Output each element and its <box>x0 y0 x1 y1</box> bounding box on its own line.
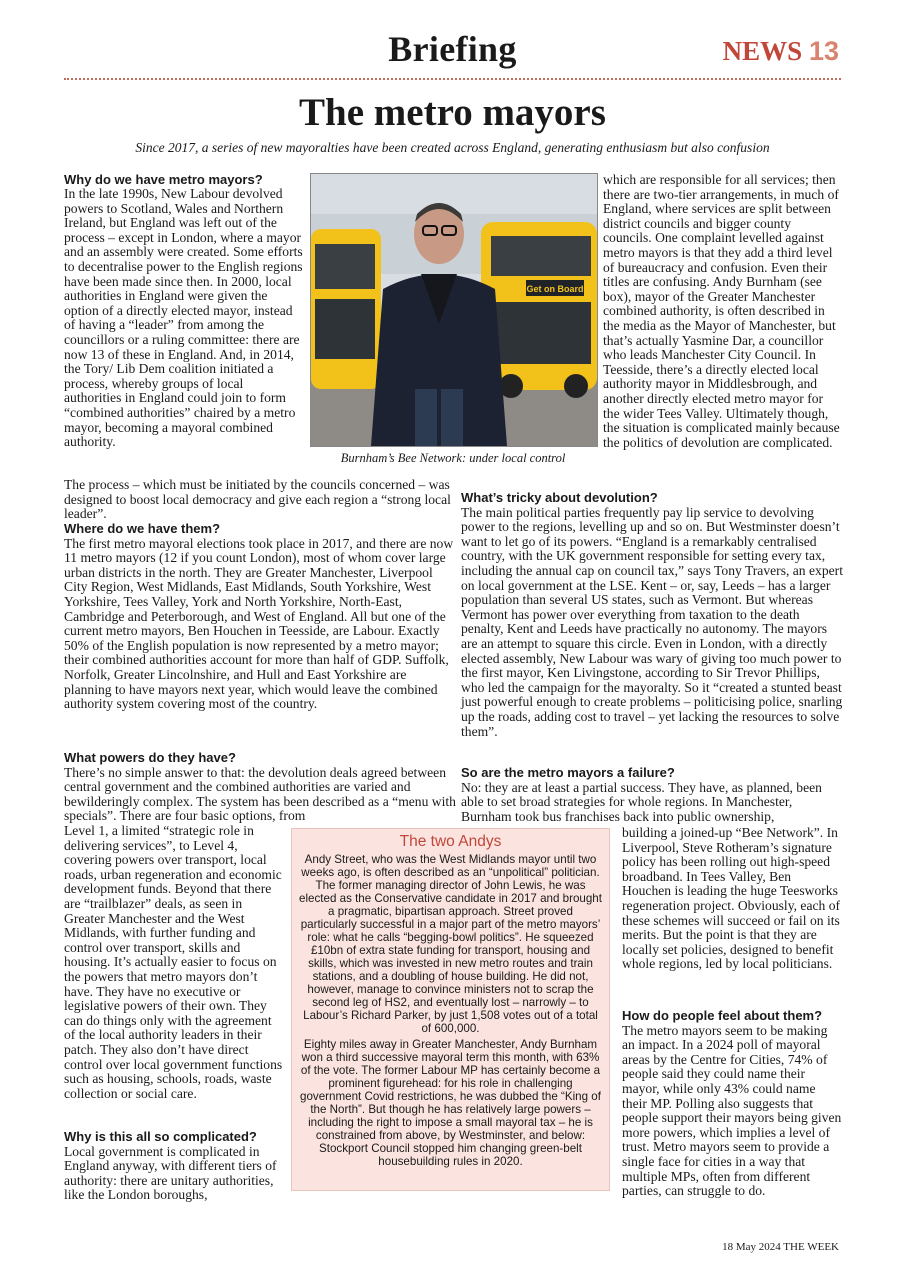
box-paragraph-2: Eighty miles away in Greater Manchester, Andy Burnham won a third successive mayoral term this month, with 63% of the vote. The former Labour MP has certainly become a prominent figurehead: for his role in challenging government Covid restrictions, he was dubbed the “King of the North”. But though he has relatively large powers – including the right to impose a small mayoral tax – he is constrained from above, by Westminster, and below: Stockport Council stopped him changing green-belt housebuilding rules in 2020. <box>300 1038 601 1168</box>
tricky-body: The main political parties frequently pay lip service to devolving power to the regions, levelling up and so on. But Westminster doesn’t want to let go of its powers. “England is a remarkably centralised country, with the UK government responsible for setting every tax, including the annual cap on council tax,” says Tony Travers, an expert on local government at the LSE. Kent – or, say, Leeds – has a larger population than several US states, such as Vermont. But whereas Vermont has power over everything from taxation to the death penalty, Kent and Leeds have practically no autonomy. The mayors are an attempt to square this circle. Even in London, with a directly elected assembly, New Labour was wary of giving too much power to the first mayor, Ken Livingstone, according to Sir Trevor Phillips, who led the campaign for the mayoralty. So it “created a stunted beast just powerful enough to create problems – politicising police, snarling up the roads, adding cost to travel – yet lacking the resources to solve them”. <box>461 504 843 739</box>
bus-sign: Get on Board <box>526 284 584 294</box>
section-complicated <box>64 1130 284 1203</box>
complicated-continued: which are responsible for all services; then there are two-tier arrangements, in much of England, where services are split between district councils and bigger county councils. One complaint levelled against metro mayors is that they add a third level of bureaucracy and confusion. Even their titles are confusing. Andy Burnham (see box), mayor of the Greater Manchester combined authority, is often described in the media as the Mayor of Manchester, but that’s actually Yasmine Dar, a councillor who leads Manchester City Council. In Teesside, there’s a directly elected local authority mayor in Middlesbrough, and another directly elected metro mayor for the wider Tees Valley. Ultimately though, the situation is complicated mainly because the politics of devolution are complicated. <box>603 172 840 450</box>
heading-feel: How do people feel about them? <box>622 1008 823 1023</box>
powers-body-rest-block <box>64 824 284 1101</box>
powers-body-rest: Level 1, a limited “strategic role in delivering services”, to Level 4, covering powers over transport, local roads, urban regeneration and economic development funds. Beyond that there are “trailblazer” deals, as seen in Greater Manchester and the West Midlands, with further funding and control over transport, skills and housing. It’s actually easier to focus on the powers that metro mayors don’t have. They have no executive or legislative powers of their own. They can do things only with the agreement of the local authority leaders in their patch. They also don’t have direct control over local government functions such as housing, schools, roads, waste collection or social care. <box>64 823 283 1101</box>
complicated-body: Local government is complicated in England anyway, with different tiers of authority: there are unitary authorities, like the London boroughs, <box>64 1143 277 1203</box>
box-paragraph-1: Andy Street, who was the West Midlands mayor until two weeks ago, is often described as an “unpolitical” politician. The former managing director of John Lewis, he was elected as the Conservative candidate in 2017 and brought a pragmatic, bipartisan approach. Street proved particularly successful in a major part of the metro mayors’ role: what he calls “begging-bowl politics”. He squeezed £10bn of extra state funding for transport, housing and skills, which was invested in new metro routes and train stations, and a doubling of house building. He did not, however, manage to convince ministers not to scrap the second leg of HS2, and eventually lost – narrowly – to Labour’s Richard Parker, by just 1,508 votes out of a total of 600,000. <box>299 853 602 1035</box>
article-title: The metro mayors <box>299 91 606 134</box>
news-label: NEWS <box>722 36 803 66</box>
footer-date: 18 May 2024 <box>722 1241 781 1253</box>
section-feel <box>622 1009 843 1199</box>
heading-tricky: What’s tricky about devolution? <box>461 490 658 505</box>
photo-illustration <box>311 174 597 446</box>
heading-where: Where do we have them? <box>64 521 221 536</box>
powers-body-top: There’s no simple answer to that: the devolution deals agreed between central government and the combined authorities are varied and bewilderingly complex. The system has been described as a “menu with specials”. There are four basic options, from <box>64 764 456 824</box>
box-title: The two Andys <box>399 833 502 850</box>
footer <box>722 1241 839 1253</box>
news-page-label <box>723 36 839 67</box>
section-tricky <box>461 491 843 739</box>
header-divider <box>64 78 841 80</box>
section-powers <box>64 751 456 824</box>
footer-publication: THE WEEK <box>783 1241 839 1253</box>
heading-why: Why do we have metro mayors? <box>64 172 263 187</box>
heading-failure: So are the metro mayors a failure? <box>461 765 675 780</box>
why-body-narrow <box>64 187 304 479</box>
feel-body: The metro mayors seem to be making an impact. In a 2024 poll of mayoral areas by the Centre for Cities, 74% of people said they could name their mayor, while only 43% could name their MP. Polling also suggests that people support their mayors being given more powers, which implies a level of trust. Metro mayors seem to provide a single face for cities in a way that multiple MPs, often from different parties, can struggle to do. <box>622 1022 842 1199</box>
section-where <box>64 522 456 712</box>
article-subtitle: Since 2017, a series of new mayoralties have been created across England, generating enthusiasm but also confusion <box>135 140 770 155</box>
photo-caption: Burnham’s Bee Network: under local control <box>340 451 566 465</box>
page-number: 13 <box>808 36 839 66</box>
why-body-end <box>64 477 456 522</box>
heading-powers: What powers do they have? <box>64 750 236 765</box>
two-andys-box <box>291 828 610 1191</box>
failure-body-rest: building a joined-up “Bee Network”. In Liverpool, Steve Rotheram’s signature policy has been rolling out high-speed broadband. In Tees Valley, Ben Houchen is leading the huge Teesworks regeneration project. Obviously, each of these schemes will succeed or fail on its merits. But the point is that they are locally set policies, designed to benefit whole regions, led by local politicians. <box>622 825 841 972</box>
why-body-tail: The process – which must be initiated by the councils concerned – was designed to boost local democracy and give each region a “strong local leader”. <box>64 477 451 522</box>
section-failure <box>461 766 843 824</box>
where-body: The first metro mayoral elections took place in 2017, and there are now 11 metro mayors (12 if you count London), most of whom cover large urban districts in the north. They are Greater Manchester, Liverpool City Region, West Midlands, East Midlands, South Yorkshire, West Yorkshire, Tees Valley, York and North Yorkshire, North-East, Cambridge and Peterborough, and West of England. All but one of the current metro mayors, Ben Houchen in Teesside, are Labour. Exactly 50% of the English population is now represented by a metro mayor; their combined authorities account for more than half of GDP. Suffolk, Norfolk, Greater Lincolnshire, and Hull and East Yorkshire are planning to have mayors next year, which would leave the combined authority system covering most of the country. <box>64 535 454 712</box>
why-body: In the late 1990s, New Labour devolved powers to Scotland, Wales and Northern Ireland, but England was left out of the process – except in London, where a mayor and an assembly were created. Some efforts to decentralise power to the English regions have been made since then. In 2000, local authorities in England were given the option of a directly elected mayor, instead of having a “leader” from among the councillors or a ruling committee: there are now 13 of these in England. And, in 2014, the Tory/ Lib Dem coalition initiated a process, whereby groups of local authorities in England could join to form “combined authorities” chaired by a metro mayor, becoming a mayoral combined authority. <box>64 186 303 450</box>
article-photo <box>310 173 598 447</box>
complicated-continued-block <box>603 173 843 450</box>
section-title: Briefing <box>388 29 517 69</box>
heading-complicated: Why is this all so complicated? <box>64 1129 257 1144</box>
failure-body-top: No: they are at least a partial success. They have, as planned, been able to set broad strategies for whole regions. In Manchester, Burnham took bus franchises back into public ownership, <box>461 779 822 824</box>
failure-body-rest-block <box>622 826 843 972</box>
